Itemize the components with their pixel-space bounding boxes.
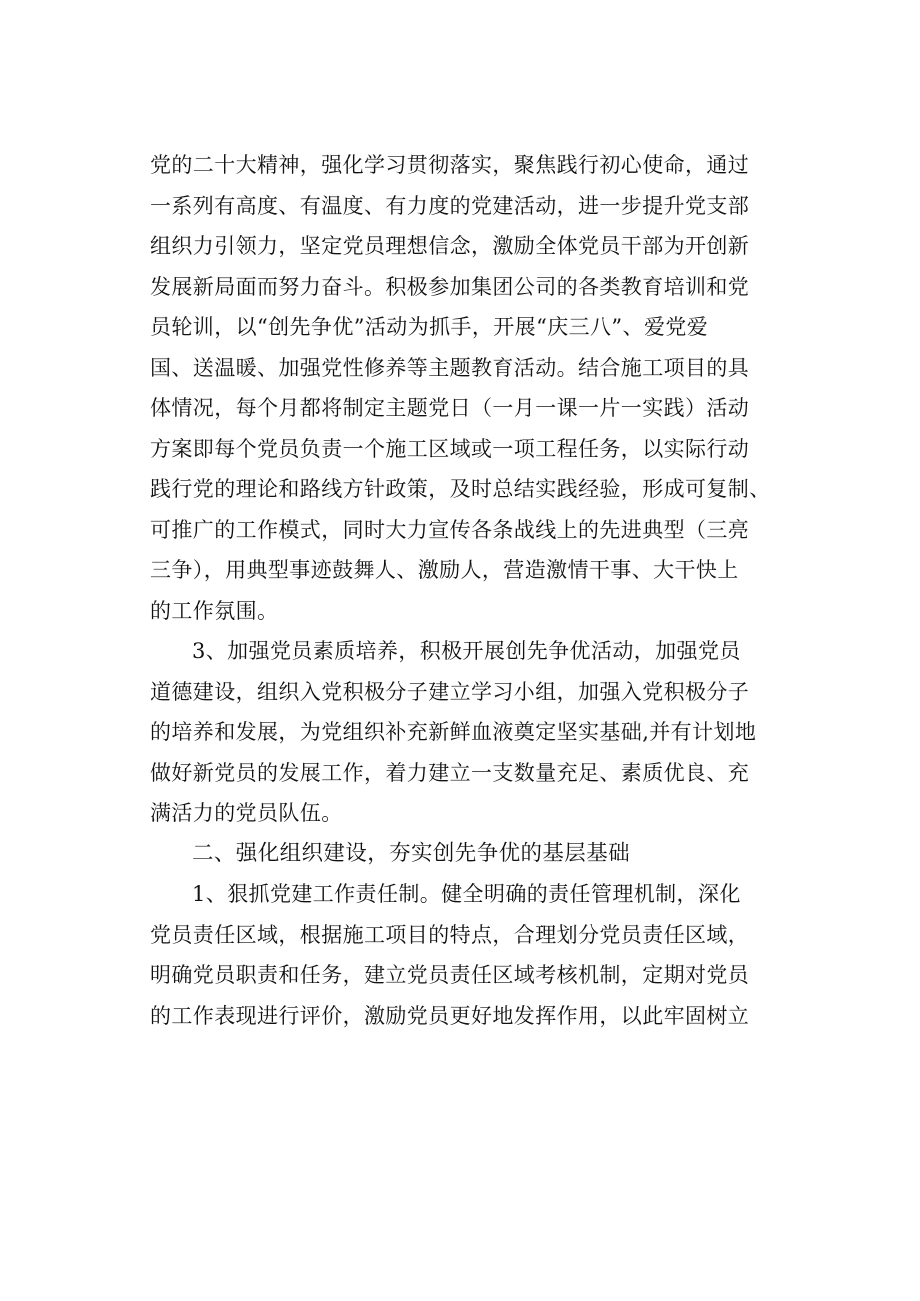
text-line: 党员责任区域，根据施工项目的特点，合理划分党员责任区域， — [150, 922, 750, 947]
text-line: 党的二十大精神，强化学习贯彻落实，聚焦践行初心使命，通过 — [150, 153, 750, 177]
paragraph-responsibility — [150, 874, 800, 1036]
text-line: 践行党的理论和路线方针政策，及时总结实践经验，形成可复制、 — [150, 477, 771, 501]
text-line: 体情况，每个月都将制定主题党日（一月一课一片一实践）活动 — [150, 396, 750, 420]
text-line: 发展新局面而努力奋斗。积极参加集团公司的各类教育培训和党 — [150, 274, 750, 299]
text-line: 明确党员职责和任务，建立党员责任区域考核机制，定期对党员 — [150, 963, 750, 987]
text-line: 国、送温暖、加强党性修养等主题教育活动。结合施工项目的具 — [150, 355, 750, 380]
text-line: 的工作表现进行评价，激励党员更好地发挥作用，以此牢固树立 — [150, 1003, 750, 1028]
text-line: 方案即每个党员负责一个施工区域或一项工程任务，以实际行动 — [150, 436, 750, 461]
text-line: 员轮训，以“创先争优”活动为抓手，开展“庆三八”、爱党爱 — [150, 315, 709, 339]
text-line: 做好新党员的发展工作，着力建立一支数量充足、素质优良、充 — [150, 760, 750, 785]
text-line: 组织力引领力，坚定党员理想信念，激励全体党员干部为开创新 — [150, 234, 750, 258]
text-line: 的工作氛围。 — [150, 598, 279, 623]
text-line: 1、狠抓党建工作责任制。健全明确的责任管理机制，深化 — [192, 882, 741, 906]
text-line: 三争），用典型事迹鼓舞人、激励人，营造激情干事、大干快上 — [150, 558, 739, 582]
text-line: 道德建设，组织入党积极分子建立学习小组，加强入党积极分子 — [150, 679, 750, 704]
text-line: 一系列有高度、有温度、有力度的党建活动，进一步提升党支部 — [150, 193, 750, 218]
document-body — [150, 145, 800, 1036]
text-line: 3、加强党员素质培养，积极开展创先争优活动，加强党员 — [192, 639, 741, 663]
paragraph-member-training — [150, 631, 800, 834]
text-line: 的培养和发展，为党组织补充新鲜血液奠定坚实基础,并有计划地 — [150, 720, 757, 744]
paragraph-continuation — [150, 145, 800, 631]
section-heading: 二、强化组织建设，夯实创先争优的基层基础 — [192, 840, 631, 866]
text-line: 可推广的工作模式，同时大力宣传各条战线上的先进典型（三亮 — [150, 517, 750, 542]
text-line: 满活力的党员队伍。 — [150, 801, 343, 825]
